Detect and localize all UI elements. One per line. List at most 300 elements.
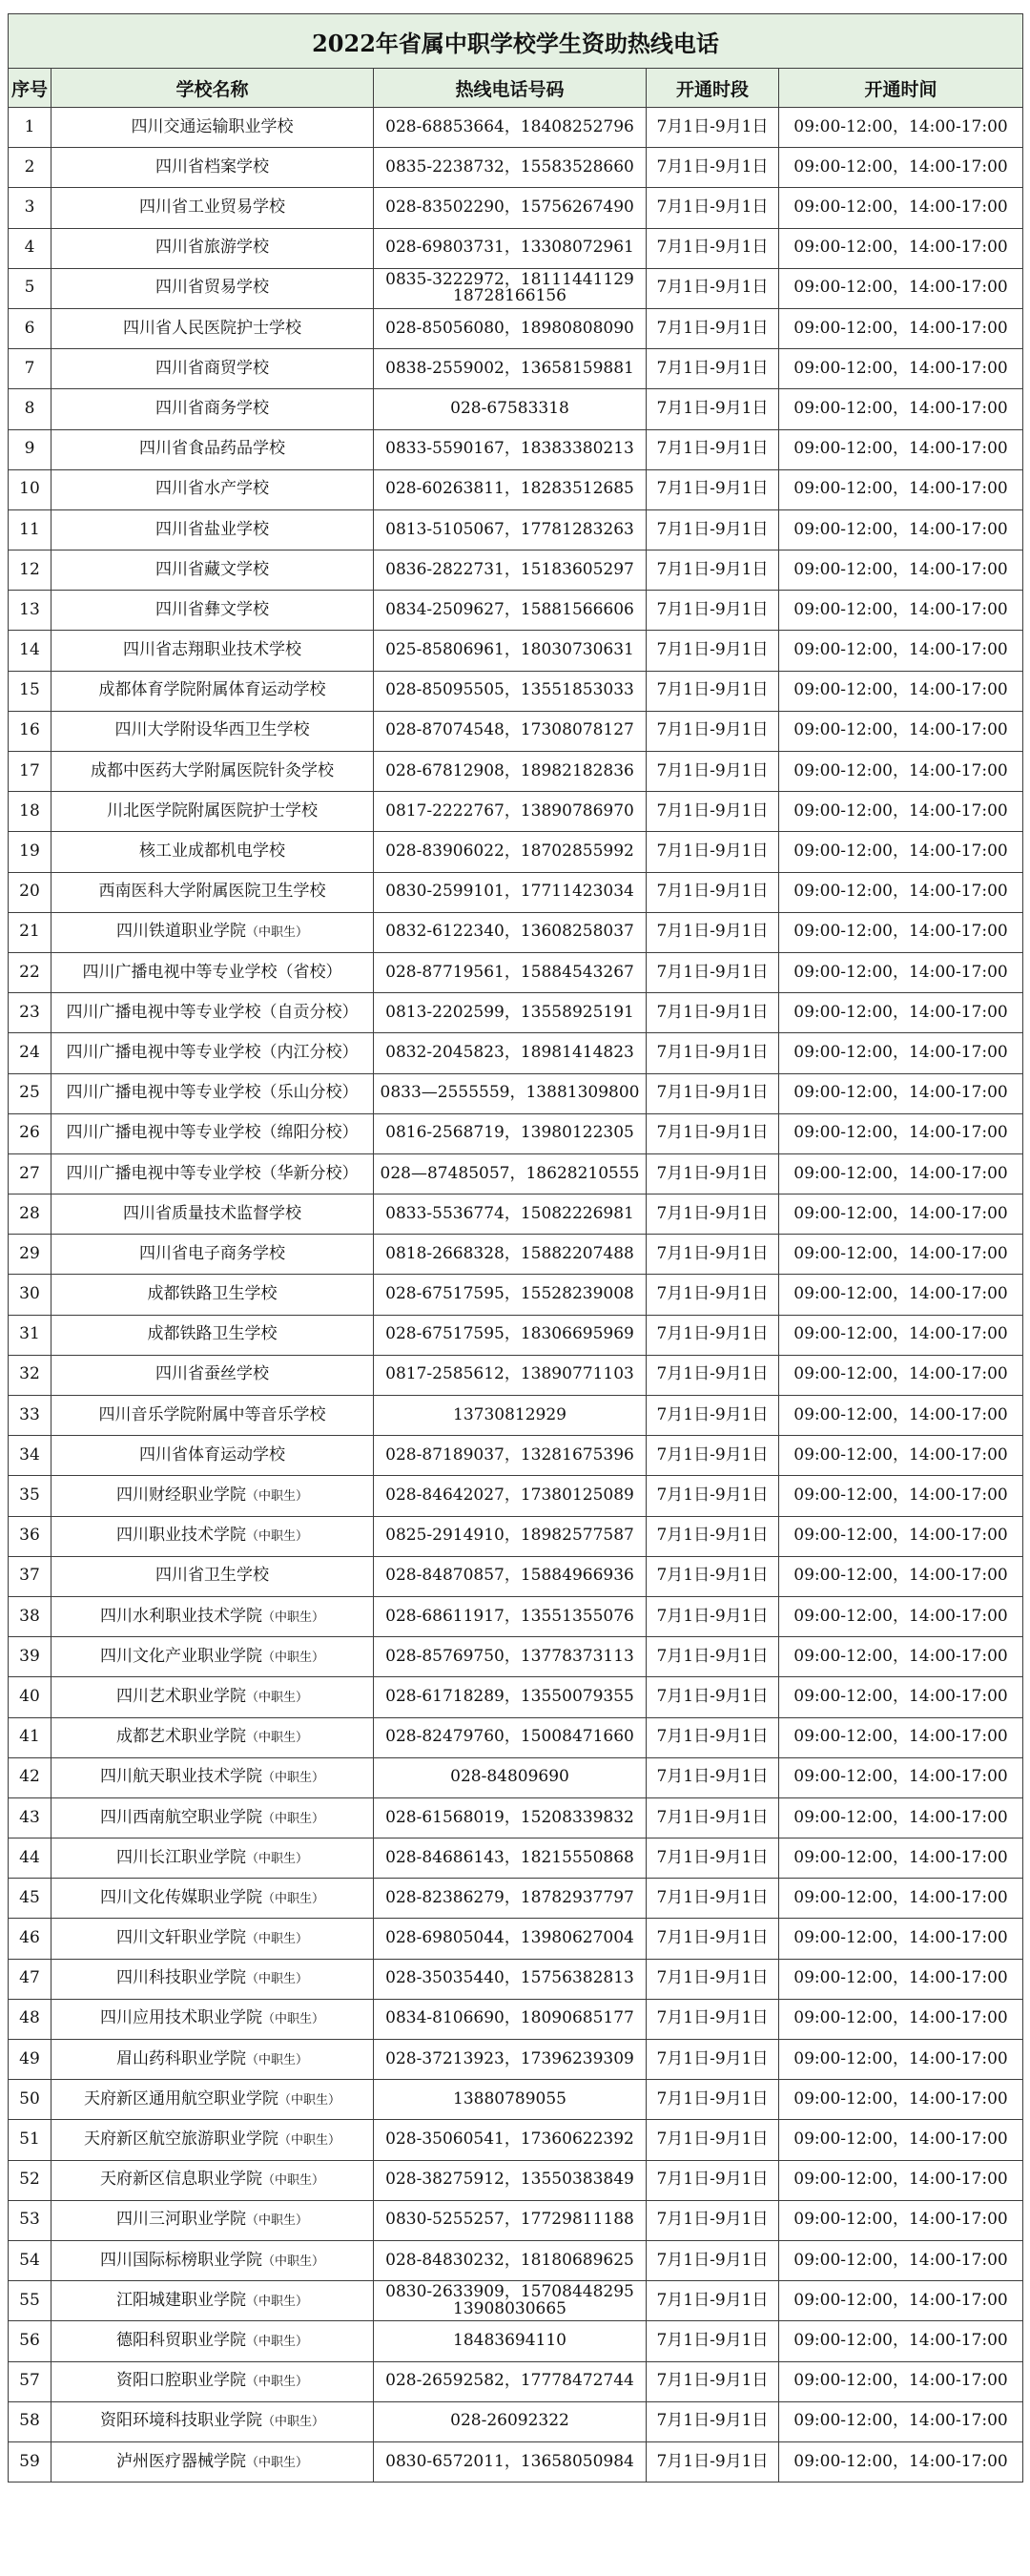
open-period: 7月1日-9月1日 xyxy=(647,671,779,711)
school-note: （中职生） xyxy=(245,2213,308,2229)
hotline-phone xyxy=(374,1797,647,1838)
school-name-text: 核工业成都机电学校 xyxy=(139,841,285,862)
open-period: 7月1日-9月1日 xyxy=(647,1797,779,1838)
open-period: 7月1日-9月1日 xyxy=(647,2200,779,2240)
school-name-text: 四川省彝文学校 xyxy=(155,599,269,619)
open-hours: 09:00-12:00，14:00-17:00 xyxy=(779,1637,1023,1677)
open-hours: 09:00-12:00，14:00-17:00 xyxy=(779,1717,1023,1757)
school-name-text: 四川航天职业技术学院 xyxy=(99,1767,262,1787)
open-period: 7月1日-9月1日 xyxy=(647,1436,779,1476)
open-hours: 09:00-12:00，14:00-17:00 xyxy=(779,1797,1023,1838)
row-number: 30 xyxy=(9,1275,52,1315)
hotline-phone xyxy=(374,2321,647,2361)
row-number: 21 xyxy=(9,912,52,952)
row-number: 8 xyxy=(9,389,52,429)
phone-line: 13908030665 xyxy=(453,2298,566,2318)
phone-line: 028-67583318 xyxy=(450,398,569,418)
table-row xyxy=(9,469,1023,509)
phone-line: 0830-2599101，17711423034 xyxy=(385,882,634,902)
phone-line: 0830-5255257，17729811188 xyxy=(385,2210,634,2230)
school-name-text: 四川广播电视中等专业学校（内江分校） xyxy=(66,1042,359,1062)
open-period: 7月1日-9月1日 xyxy=(647,1839,779,1879)
hotline-phone xyxy=(374,1516,647,1556)
school-name xyxy=(52,1596,374,1636)
school-name-text: 四川省工业贸易学校 xyxy=(139,197,285,218)
school-name xyxy=(52,1153,374,1194)
open-period: 7月1日-9月1日 xyxy=(647,2080,779,2120)
open-period: 7月1日-9月1日 xyxy=(647,1879,779,1919)
table-row xyxy=(9,1637,1023,1677)
hotline-phone xyxy=(374,469,647,509)
table-row xyxy=(9,2240,1023,2280)
phone-line: 028-38275912，13550383849 xyxy=(385,2170,634,2190)
school-note: （中职生） xyxy=(261,1891,324,1906)
row-number: 51 xyxy=(9,2120,52,2160)
school-note: （中职生） xyxy=(245,1851,308,1866)
school-name xyxy=(52,148,374,188)
phone-line: 0830-6572011，13658050984 xyxy=(385,2451,634,2471)
school-name-text: 四川财经职业学院 xyxy=(115,1485,246,1506)
school-name-text: 成都体育学院附属体育运动学校 xyxy=(98,680,326,700)
open-period: 7月1日-9月1日 xyxy=(647,349,779,389)
school-name xyxy=(52,872,374,912)
school-note: （中职生） xyxy=(245,2052,308,2067)
open-period: 7月1日-9月1日 xyxy=(647,429,779,469)
open-period: 7月1日-9月1日 xyxy=(647,1355,779,1395)
hotline-phone xyxy=(374,429,647,469)
open-hours: 09:00-12:00，14:00-17:00 xyxy=(779,2160,1023,2200)
table-row xyxy=(9,1717,1023,1757)
school-name xyxy=(52,469,374,509)
phone-line: 0832-2045823，18981414823 xyxy=(385,1042,634,1062)
open-period: 7月1日-9月1日 xyxy=(647,832,779,872)
open-hours: 09:00-12:00，14:00-17:00 xyxy=(779,631,1023,671)
school-name-text: 四川广播电视中等专业学校（乐山分校） xyxy=(66,1083,359,1103)
open-period: 7月1日-9月1日 xyxy=(647,752,779,792)
school-name xyxy=(52,2120,374,2160)
phone-line: 0833-5590167，18383380213 xyxy=(385,439,634,459)
phone-line: 028-83502290，15756267490 xyxy=(385,197,634,218)
table-row xyxy=(9,1355,1023,1395)
open-period: 7月1日-9月1日 xyxy=(647,1396,779,1436)
school-note: （中职生） xyxy=(261,2415,324,2430)
school-name xyxy=(52,1879,374,1919)
school-name-text: 四川广播电视中等专业学校（华新分校） xyxy=(66,1163,359,1183)
open-period: 7月1日-9月1日 xyxy=(647,792,779,832)
row-number: 49 xyxy=(9,2040,52,2080)
phone-line: 0838-2559002，13658159881 xyxy=(385,358,634,378)
phone-line: 18483694110 xyxy=(453,2330,566,2350)
hotline-phone xyxy=(374,631,647,671)
table-row xyxy=(9,1275,1023,1315)
header-row xyxy=(9,69,1023,108)
school-name xyxy=(52,389,374,429)
school-name-text: 四川交通运输职业学校 xyxy=(131,116,294,136)
hotline-phone xyxy=(374,148,647,188)
table-row xyxy=(9,792,1023,832)
hotline-phone xyxy=(374,1235,647,1275)
phone-line: 028-69805044，13980627004 xyxy=(385,1928,634,1948)
open-period: 7月1日-9月1日 xyxy=(647,228,779,268)
open-hours: 09:00-12:00，14:00-17:00 xyxy=(779,832,1023,872)
school-name xyxy=(52,952,374,992)
open-hours: 09:00-12:00，14:00-17:00 xyxy=(779,148,1023,188)
open-hours: 09:00-12:00，14:00-17:00 xyxy=(779,1436,1023,1476)
hotline-phone xyxy=(374,1355,647,1395)
school-name-text: 西南医科大学附属医院卫生学校 xyxy=(98,882,326,902)
row-number: 4 xyxy=(9,228,52,268)
school-name xyxy=(52,188,374,228)
table-row xyxy=(9,1999,1023,2039)
school-name xyxy=(52,349,374,389)
school-name-text: 四川省电子商务学校 xyxy=(139,1243,285,1263)
hotline-phone xyxy=(374,228,647,268)
phone-line: 0834-2509627，15881566606 xyxy=(385,599,634,619)
school-name xyxy=(52,1717,374,1757)
school-note: （中职生） xyxy=(245,1529,308,1545)
school-name-text: 成都中医药大学附属医院针灸学校 xyxy=(91,760,334,780)
school-name-text: 四川省人民医院护士学校 xyxy=(123,318,301,338)
row-number: 14 xyxy=(9,631,52,671)
hotline-phone xyxy=(374,671,647,711)
school-name xyxy=(52,1235,374,1275)
row-number: 6 xyxy=(9,308,52,348)
hotline-phone xyxy=(374,2120,647,2160)
row-number: 27 xyxy=(9,1153,52,1194)
table-row xyxy=(9,1959,1023,1999)
open-period: 7月1日-9月1日 xyxy=(647,2361,779,2401)
school-name xyxy=(52,1073,374,1113)
hotline-phone xyxy=(374,349,647,389)
row-number: 41 xyxy=(9,1717,52,1757)
school-note: （中职生） xyxy=(245,1731,308,1746)
row-number: 26 xyxy=(9,1113,52,1153)
row-number: 16 xyxy=(9,711,52,751)
school-name xyxy=(52,1797,374,1838)
school-name xyxy=(52,1677,374,1717)
school-note: （中职生） xyxy=(278,2133,340,2149)
row-number: 7 xyxy=(9,349,52,389)
hotline-phone xyxy=(374,872,647,912)
hotline-phone xyxy=(374,1999,647,2039)
school-name xyxy=(52,1516,374,1556)
table-row xyxy=(9,188,1023,228)
school-name-text: 四川职业技术学院 xyxy=(115,1526,246,1546)
school-note: （中职生） xyxy=(245,1489,308,1505)
phone-line: 0813-5105067，17781283263 xyxy=(385,519,634,539)
row-number: 58 xyxy=(9,2401,52,2441)
row-number: 13 xyxy=(9,591,52,631)
open-period: 7月1日-9月1日 xyxy=(647,1516,779,1556)
table-row xyxy=(9,148,1023,188)
phone-line: 0834-8106690，18090685177 xyxy=(385,2008,634,2028)
table-row xyxy=(9,1476,1023,1516)
hotline-phone xyxy=(374,509,647,550)
table-row xyxy=(9,228,1023,268)
school-name xyxy=(52,1113,374,1153)
open-hours: 09:00-12:00，14:00-17:00 xyxy=(779,1315,1023,1355)
school-name xyxy=(52,832,374,872)
table-row xyxy=(9,872,1023,912)
row-number: 19 xyxy=(9,832,52,872)
open-hours: 09:00-12:00，14:00-17:00 xyxy=(779,349,1023,389)
hotline-phone xyxy=(374,1396,647,1436)
table-row xyxy=(9,2361,1023,2401)
school-name xyxy=(52,2441,374,2482)
school-name xyxy=(52,2240,374,2280)
phone-line: 0836-2822731，15183605297 xyxy=(385,559,634,579)
table-row xyxy=(9,832,1023,872)
table-title: 2022年省属中职学校学生资助热线电话 xyxy=(9,14,1023,69)
open-period: 7月1日-9月1日 xyxy=(647,952,779,992)
school-name-text: 成都艺术职业学院 xyxy=(115,1727,246,1747)
school-name-text: 四川大学附设华西卫生学校 xyxy=(114,720,310,740)
school-name-text: 四川应用技术职业学院 xyxy=(99,2008,262,2028)
phone-line: 0835-3222972，18111441129 xyxy=(385,269,634,289)
school-name-text: 四川省质量技术监督学校 xyxy=(123,1203,301,1223)
school-name-text: 四川省盐业学校 xyxy=(155,519,269,539)
phone-line: 0833—2555559，13881309800 xyxy=(380,1083,640,1103)
hotline-phone xyxy=(374,2040,647,2080)
open-hours: 09:00-12:00，14:00-17:00 xyxy=(779,469,1023,509)
row-number: 24 xyxy=(9,1033,52,1073)
hotline-phone xyxy=(374,1757,647,1797)
phone-line: 028-82479760，15008471660 xyxy=(385,1727,634,1747)
hotline-phone xyxy=(374,993,647,1033)
row-number: 56 xyxy=(9,2321,52,2361)
hotline-phone xyxy=(374,1717,647,1757)
phone-line: 028-37213923，17396239309 xyxy=(385,2048,634,2068)
phone-line: 028-68611917，13551355076 xyxy=(385,1606,634,1626)
table-row xyxy=(9,591,1023,631)
phone-line: 0830-2633909，15708448295 xyxy=(385,2281,634,2301)
open-hours: 09:00-12:00，14:00-17:00 xyxy=(779,188,1023,228)
open-period: 7月1日-9月1日 xyxy=(647,1476,779,1516)
open-hours: 09:00-12:00，14:00-17:00 xyxy=(779,952,1023,992)
open-hours: 09:00-12:00，14:00-17:00 xyxy=(779,108,1023,148)
row-number: 57 xyxy=(9,2361,52,2401)
open-period: 7月1日-9月1日 xyxy=(647,2120,779,2160)
school-name xyxy=(52,1436,374,1476)
phone-line: 028-85056080，18980808090 xyxy=(385,318,634,338)
row-number: 12 xyxy=(9,551,52,591)
school-name-text: 四川省食品药品学校 xyxy=(139,439,285,459)
hotline-phone xyxy=(374,2361,647,2401)
school-name xyxy=(52,1999,374,2039)
school-name xyxy=(52,509,374,550)
open-period: 7月1日-9月1日 xyxy=(647,268,779,308)
school-name-text: 四川广播电视中等专业学校（绵阳分校） xyxy=(66,1123,359,1143)
open-hours: 09:00-12:00，14:00-17:00 xyxy=(779,2321,1023,2361)
phone-line: 13730812929 xyxy=(453,1404,566,1424)
hotline-phone xyxy=(374,1919,647,1959)
school-note: （中职生） xyxy=(278,2092,340,2108)
open-period: 7月1日-9月1日 xyxy=(647,551,779,591)
open-hours: 09:00-12:00，14:00-17:00 xyxy=(779,711,1023,751)
open-hours: 09:00-12:00，14:00-17:00 xyxy=(779,1999,1023,2039)
open-hours: 09:00-12:00，14:00-17:00 xyxy=(779,1757,1023,1797)
open-hours: 09:00-12:00，14:00-17:00 xyxy=(779,1033,1023,1073)
table-row xyxy=(9,1073,1023,1113)
school-note: （中职生） xyxy=(261,1771,324,1786)
open-hours: 09:00-12:00，14:00-17:00 xyxy=(779,2200,1023,2240)
row-number: 52 xyxy=(9,2160,52,2200)
header-time: 开通时间 xyxy=(779,69,1023,108)
phone-line: 028-85095505，13551853033 xyxy=(385,680,634,700)
hotline-phone xyxy=(374,752,647,792)
phone-line: 028-35035440，15756382813 xyxy=(385,1968,634,1988)
open-hours: 09:00-12:00，14:00-17:00 xyxy=(779,2080,1023,2120)
open-period: 7月1日-9月1日 xyxy=(647,308,779,348)
open-hours: 09:00-12:00，14:00-17:00 xyxy=(779,1959,1023,1999)
open-hours: 09:00-12:00，14:00-17:00 xyxy=(779,752,1023,792)
school-name xyxy=(52,228,374,268)
school-name xyxy=(52,993,374,1033)
open-hours: 09:00-12:00，14:00-17:00 xyxy=(779,1195,1023,1235)
school-name xyxy=(52,2200,374,2240)
open-period: 7月1日-9月1日 xyxy=(647,148,779,188)
table-row xyxy=(9,2441,1023,2482)
phone-line: 028-87719561，15884543267 xyxy=(385,962,634,982)
school-name xyxy=(52,2361,374,2401)
open-period: 7月1日-9月1日 xyxy=(647,1153,779,1194)
phone-line: 028-87074548，17308078127 xyxy=(385,720,634,740)
table-row xyxy=(9,429,1023,469)
row-number: 39 xyxy=(9,1637,52,1677)
phone-line: 028-67517595，15528239008 xyxy=(385,1284,634,1304)
phone-line: 028-87189037，13281675396 xyxy=(385,1444,634,1465)
phone-line: 18728166156 xyxy=(453,286,566,306)
school-name-text: 江阳城建职业学院 xyxy=(115,2290,246,2310)
table-row xyxy=(9,1879,1023,1919)
row-number: 17 xyxy=(9,752,52,792)
school-name xyxy=(52,2160,374,2200)
open-period: 7月1日-9月1日 xyxy=(647,2281,779,2321)
school-name-text: 四川省商务学校 xyxy=(155,398,269,418)
school-name-text: 德阳科贸职业学院 xyxy=(115,2330,246,2350)
school-name xyxy=(52,551,374,591)
school-name xyxy=(52,1195,374,1235)
open-hours: 09:00-12:00，14:00-17:00 xyxy=(779,2240,1023,2280)
open-hours: 09:00-12:00，14:00-17:00 xyxy=(779,1153,1023,1194)
school-name xyxy=(52,429,374,469)
phone-line: 028-61568019，15208339832 xyxy=(385,1807,634,1827)
school-note: （中职生） xyxy=(261,2173,324,2189)
table-row xyxy=(9,912,1023,952)
open-hours: 09:00-12:00，14:00-17:00 xyxy=(779,1476,1023,1516)
open-hours: 09:00-12:00，14:00-17:00 xyxy=(779,1113,1023,1153)
phone-line: 028-84642027，17380125089 xyxy=(385,1485,634,1506)
school-name-text: 四川省档案学校 xyxy=(155,156,269,177)
school-name-text: 天府新区航空旅游职业学院 xyxy=(83,2129,278,2150)
school-name-text: 四川省卫生学校 xyxy=(155,1566,269,1586)
table-row xyxy=(9,1396,1023,1436)
school-name-text: 四川省贸易学校 xyxy=(155,278,269,298)
table-body xyxy=(9,108,1023,2483)
school-note: （中职生） xyxy=(261,2254,324,2269)
open-hours: 09:00-12:00，14:00-17:00 xyxy=(779,1073,1023,1113)
table-row xyxy=(9,308,1023,348)
hotline-phone xyxy=(374,308,647,348)
open-period: 7月1日-9月1日 xyxy=(647,108,779,148)
header-phone: 热线电话号码 xyxy=(374,69,647,108)
table-row xyxy=(9,1919,1023,1959)
hotline-phone xyxy=(374,108,647,148)
table-row xyxy=(9,2120,1023,2160)
hotline-table xyxy=(8,13,1023,2483)
school-name xyxy=(52,1396,374,1436)
row-number: 11 xyxy=(9,509,52,550)
school-name-text: 四川西南航空职业学院 xyxy=(99,1807,262,1827)
open-hours: 09:00-12:00，14:00-17:00 xyxy=(779,1396,1023,1436)
row-number: 40 xyxy=(9,1677,52,1717)
open-period: 7月1日-9月1日 xyxy=(647,591,779,631)
row-number: 43 xyxy=(9,1797,52,1838)
row-number: 25 xyxy=(9,1073,52,1113)
hotline-phone xyxy=(374,551,647,591)
table-row xyxy=(9,2401,1023,2441)
school-note: （中职生） xyxy=(245,2334,308,2349)
hotline-phone xyxy=(374,1839,647,1879)
open-hours: 09:00-12:00，14:00-17:00 xyxy=(779,1275,1023,1315)
open-period: 7月1日-9月1日 xyxy=(647,1919,779,1959)
row-number: 9 xyxy=(9,429,52,469)
phone-line: 028-60263811，18283512685 xyxy=(385,479,634,499)
hotline-phone xyxy=(374,389,647,429)
school-name xyxy=(52,1919,374,1959)
table-row xyxy=(9,1195,1023,1235)
phone-line: 0825-2914910，18982577587 xyxy=(385,1526,634,1546)
open-period: 7月1日-9月1日 xyxy=(647,2321,779,2361)
table-row xyxy=(9,1677,1023,1717)
open-hours: 09:00-12:00，14:00-17:00 xyxy=(779,2361,1023,2401)
school-name xyxy=(52,711,374,751)
school-name xyxy=(52,671,374,711)
open-hours: 09:00-12:00，14:00-17:00 xyxy=(779,1556,1023,1596)
hotline-phone xyxy=(374,912,647,952)
hotline-phone xyxy=(374,1637,647,1677)
row-number: 59 xyxy=(9,2441,52,2482)
open-period: 7月1日-9月1日 xyxy=(647,1556,779,1596)
row-number: 38 xyxy=(9,1596,52,1636)
school-name xyxy=(52,268,374,308)
school-name-text: 四川水利职业技术学院 xyxy=(99,1606,262,1626)
open-period: 7月1日-9月1日 xyxy=(647,1757,779,1797)
school-note: （中职生） xyxy=(245,2294,308,2309)
school-note: （中职生） xyxy=(261,2012,324,2027)
phone-line: 13880789055 xyxy=(453,2088,566,2109)
hotline-phone xyxy=(374,2281,647,2321)
hotline-phone xyxy=(374,1315,647,1355)
open-hours: 09:00-12:00，14:00-17:00 xyxy=(779,1516,1023,1556)
hotline-phone xyxy=(374,2441,647,2482)
open-period: 7月1日-9月1日 xyxy=(647,509,779,550)
phone-line: 025-85806961，18030730631 xyxy=(385,640,634,660)
hotline-phone xyxy=(374,792,647,832)
hotline-phone xyxy=(374,1275,647,1315)
school-name-text: 四川省蚕丝学校 xyxy=(155,1364,269,1384)
school-name xyxy=(52,2080,374,2120)
hotline-phone xyxy=(374,1959,647,1999)
school-name xyxy=(52,912,374,952)
hotline-phone xyxy=(374,1033,647,1073)
hotline-phone xyxy=(374,2080,647,2120)
school-name-text: 四川省商贸学校 xyxy=(155,358,269,378)
table-row xyxy=(9,1596,1023,1636)
hotline-phone xyxy=(374,1596,647,1636)
hotline-phone xyxy=(374,1677,647,1717)
row-number: 32 xyxy=(9,1355,52,1395)
